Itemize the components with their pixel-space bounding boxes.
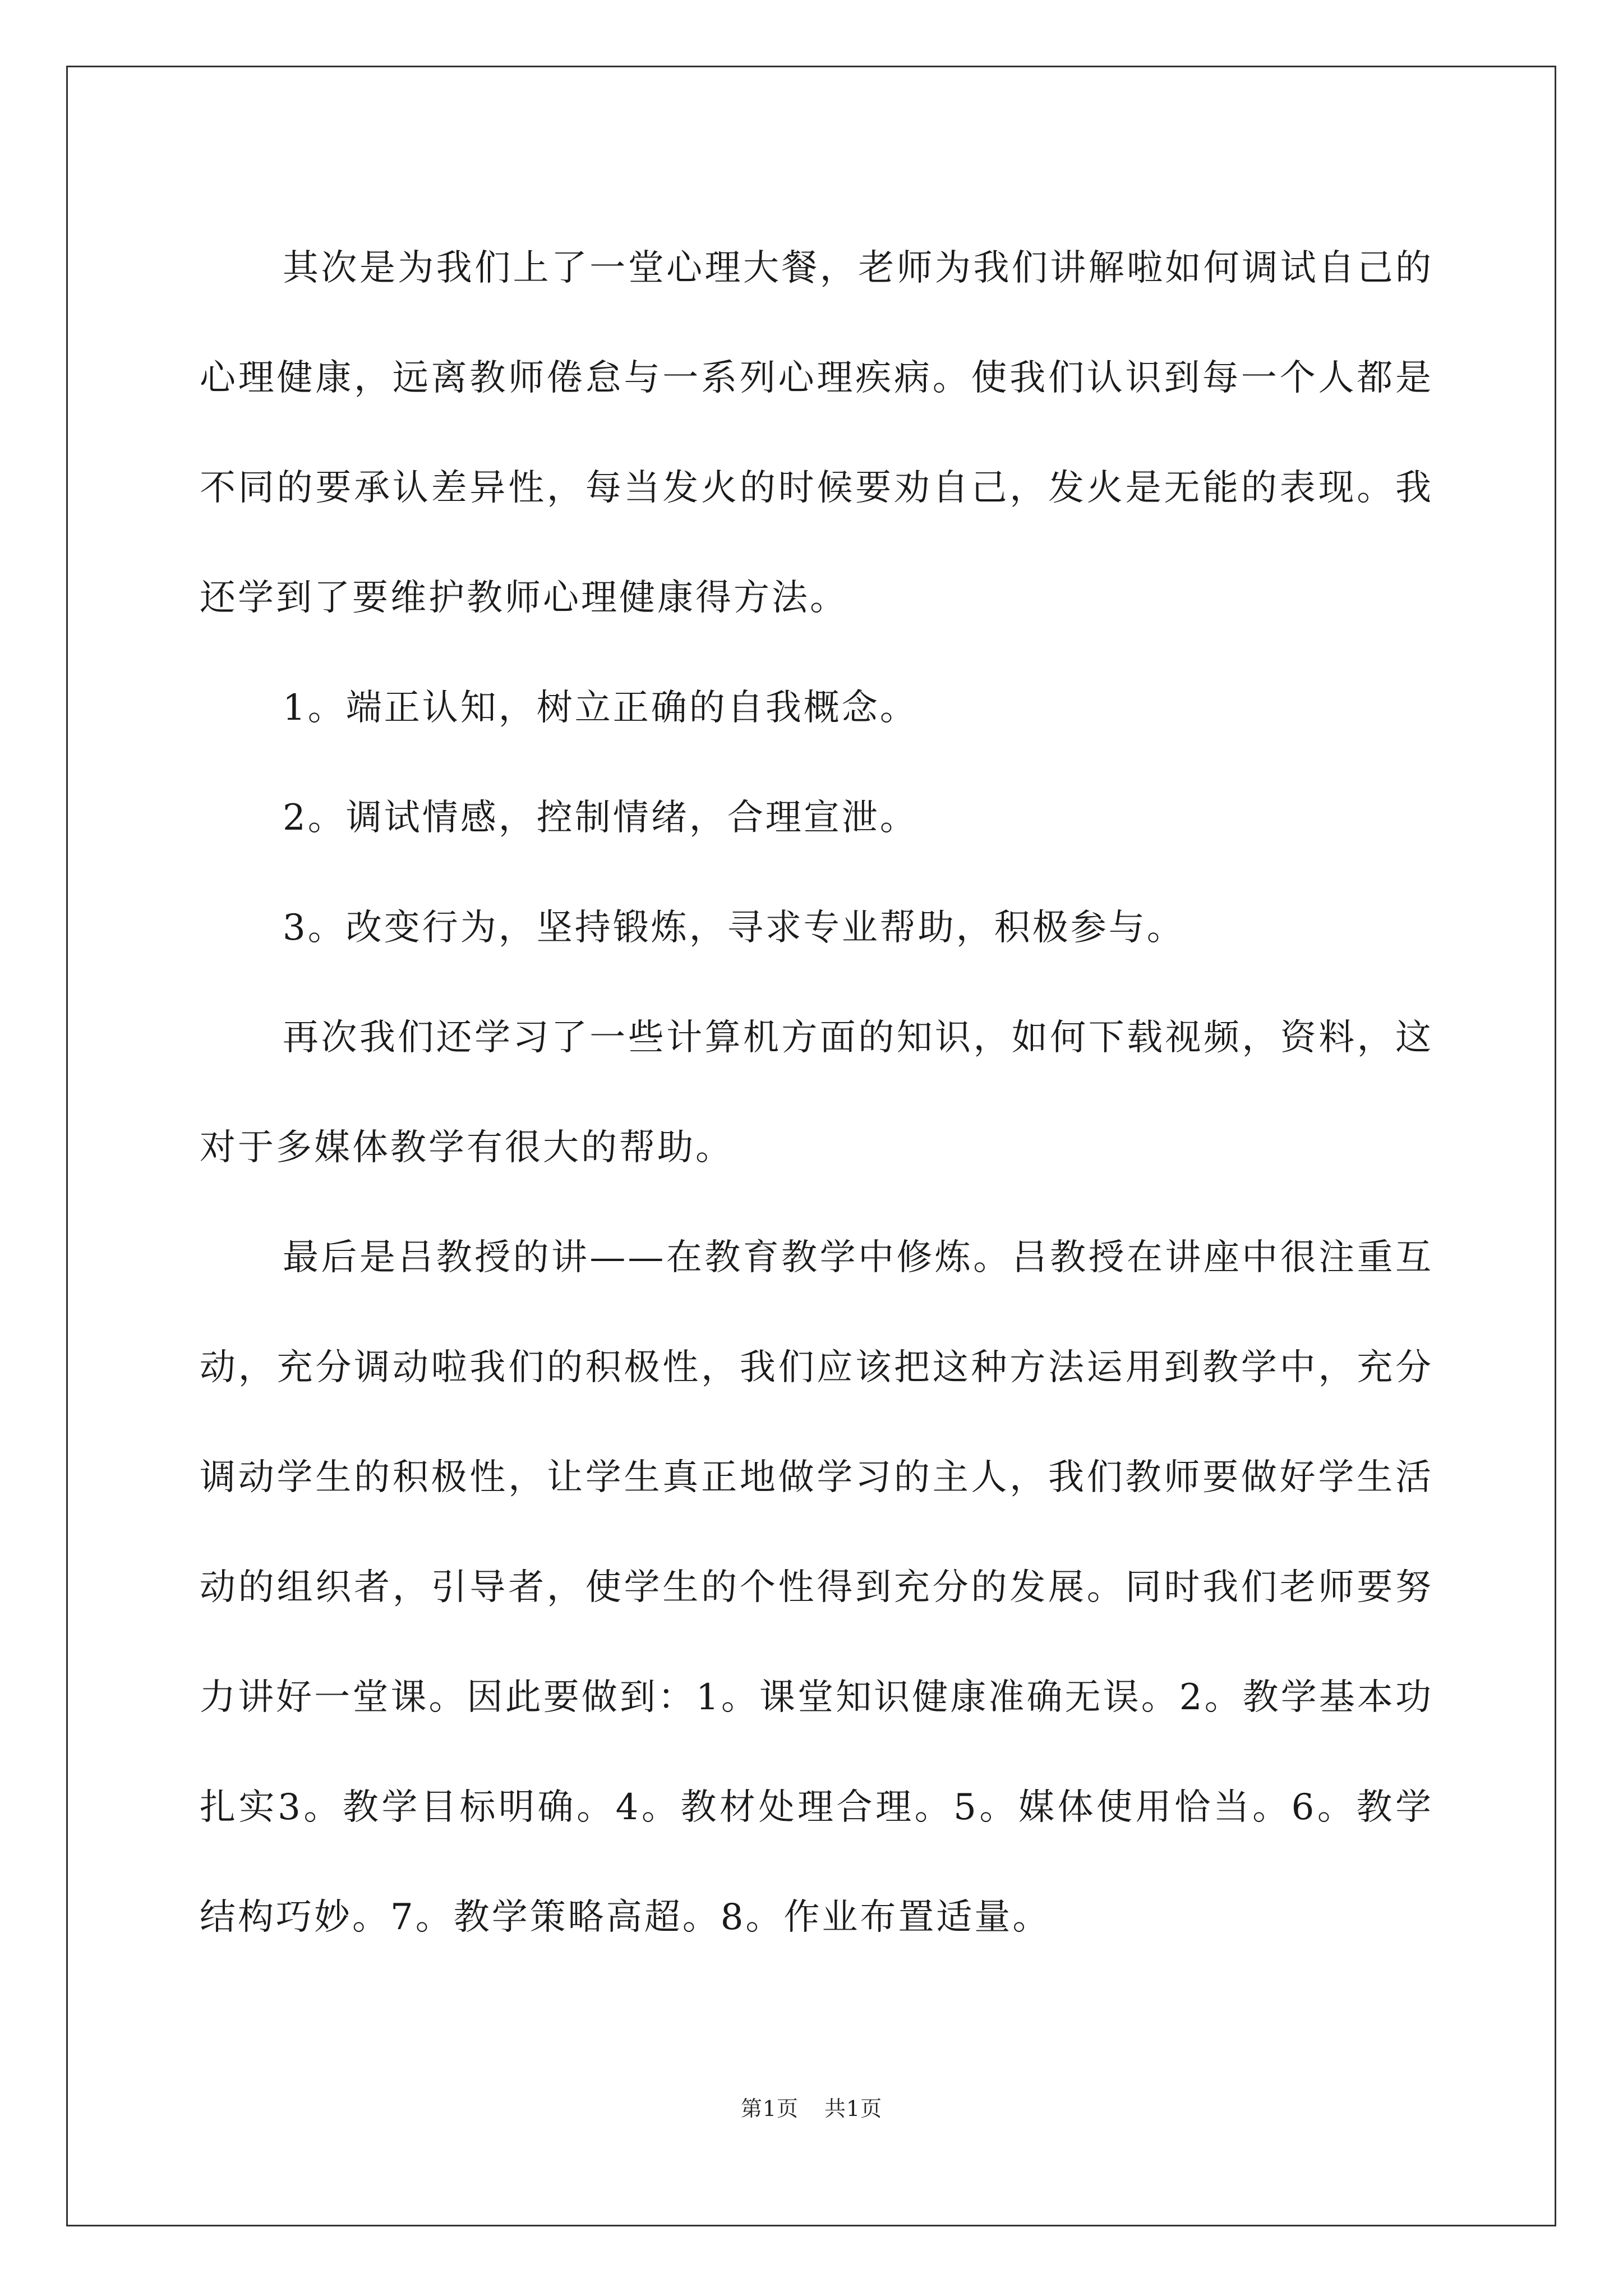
- list-item-cognition: 1。端正认知，树立正确的自我概念。: [283, 687, 918, 729]
- page-footer: [0, 2091, 1623, 2122]
- list-item-emotion: 2。调试情感，控制情绪，合理宣泄。: [283, 797, 918, 839]
- page-number-total: 共1页: [824, 2096, 883, 2121]
- page-number-current: 第1页: [740, 2096, 799, 2121]
- paragraph-mental-health: 其次是为我们上了一堂心理大餐，老师为我们讲解啦如何调试自己的心理健康，远离教师倦怠与一系列心理疾病。使我们认识到每一个人都是不同的要承认差异性，每当发火的时候要劝自己，发火是无能的表现。我还学到了要维护教师心理健康得方法。: [200, 247, 1433, 619]
- paragraph-computer-skills: 再次我们还学习了一些计算机方面的知识，如何下载视频，资料，这对于多媒体教学有很大的帮助。: [200, 1017, 1433, 1168]
- document-body: [200, 213, 1433, 1972]
- list-item-behavior: 3。改变行为，坚持锻炼，寻求专业帮助，积极参与。: [283, 907, 1185, 949]
- paragraph-professor-lecture: 最后是吕教授的讲——在教育教学中修炼。吕教授在讲座中很注重互动，充分调动啦我们的积极性，我们应该把这种方法运用到教学中，充分调动学生的积极性，让学生真正地做学习的主人，我们教师要做好学生活动的组织者，引导者，使学生的个性得到充分的发展。同时我们老师要努力讲好一堂课。因此要做到：1。课堂知识健康准确无误。2。教学基本功扎实3。教学目标明确。4。教材处理合理。5。媒体使用恰当。6。教学结构巧妙。7。教学策略高超。8。作业布置适量。: [200, 1237, 1433, 1938]
